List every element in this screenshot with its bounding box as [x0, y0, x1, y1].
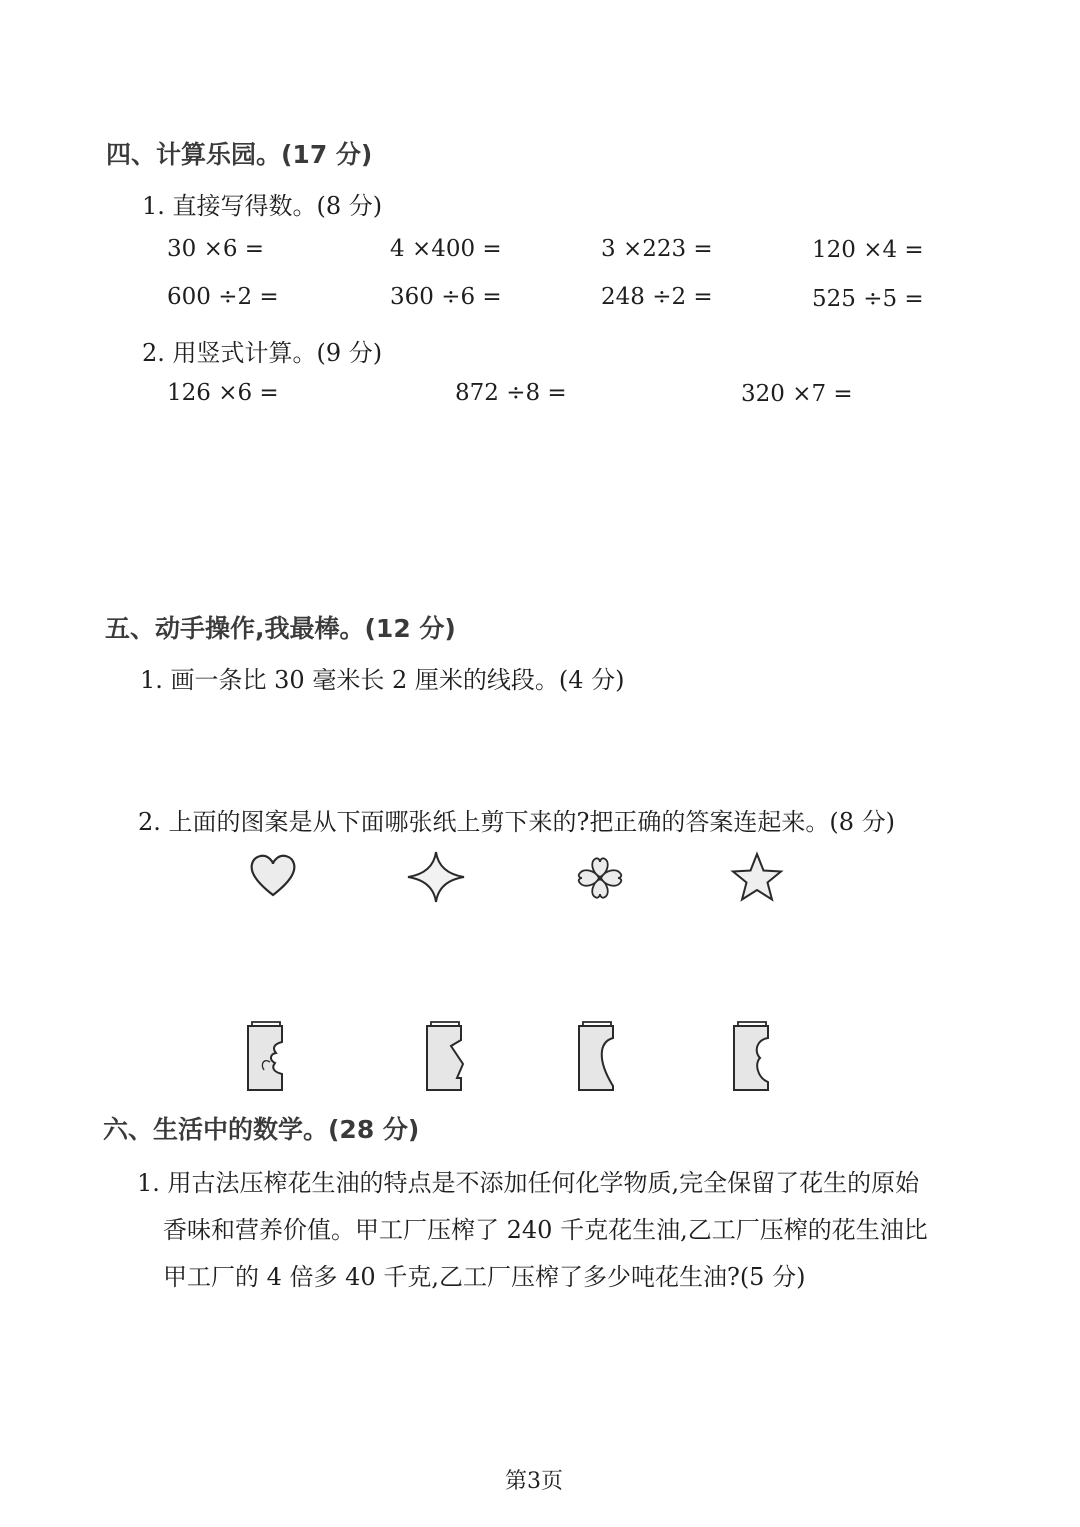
- calc-item: 3 ×223 =: [601, 236, 713, 262]
- heart-icon: [248, 852, 298, 898]
- calc-item: 30 ×6 =: [167, 236, 265, 262]
- calc-item: 4 ×400 =: [390, 236, 502, 262]
- calc-item: 248 ÷2 =: [601, 284, 713, 310]
- section-4-title: 四、计算乐园。(17 分): [106, 140, 373, 169]
- folded-paper-star-cut-icon: [423, 1020, 469, 1094]
- folded-paper-heart-cut-icon: [730, 1020, 776, 1094]
- folded-paper-curve-cut-icon: [575, 1020, 621, 1094]
- q5-2-title: 2. 上面的图案是从下面哪张纸上剪下来的?把正确的答案连起来。(8 分): [138, 808, 896, 836]
- calc-item: 525 ÷5 =: [812, 286, 924, 312]
- calc-item: 600 ÷2 =: [167, 284, 279, 310]
- vertical-calc-item: 320 ×7 =: [741, 381, 853, 407]
- section-6-title: 六、生活中的数学。(28 分): [103, 1115, 420, 1144]
- q4-2-title: 2. 用竖式计算。(9 分): [142, 339, 383, 367]
- q4-1-title: 1. 直接写得数。(8 分): [142, 192, 383, 220]
- clover-icon: [574, 856, 626, 900]
- vertical-calc-item: 872 ÷8 =: [455, 380, 567, 406]
- five-point-star-icon: [730, 852, 784, 902]
- problem-line: 1. 用古法压榨花生油的特点是不添加任何化学物质,完全保留了花生的原始: [137, 1169, 920, 1197]
- section-5-title: 五、动手操作,我最棒。(12 分): [105, 614, 456, 643]
- q5-1-title: 1. 画一条比 30 毫米长 2 厘米的线段。(4 分): [140, 666, 625, 694]
- folded-paper-clover-cut-icon: [244, 1020, 290, 1094]
- problem-line: 甲工厂的 4 倍多 40 千克,乙工厂压榨了多少吨花生油?(5 分): [163, 1263, 806, 1291]
- calc-item: 360 ÷6 =: [390, 284, 502, 310]
- page-number: 第3页: [505, 1469, 563, 1494]
- vertical-calc-item: 126 ×6 =: [167, 380, 279, 406]
- calc-item: 120 ×4 =: [812, 237, 924, 263]
- four-point-star-icon: [406, 850, 466, 904]
- problem-line: 香味和营养价值。甲工厂压榨了 240 千克花生油,乙工厂压榨的花生油比: [163, 1216, 928, 1244]
